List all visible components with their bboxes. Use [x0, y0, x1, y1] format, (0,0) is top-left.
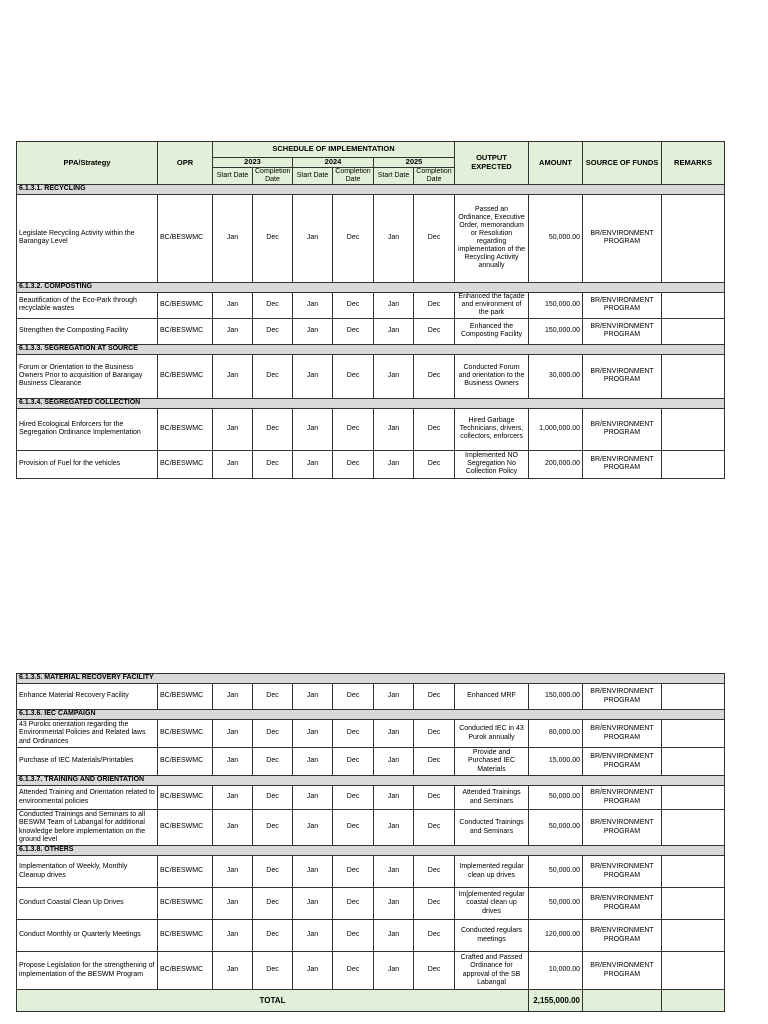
opr-cell: BC/BESWMC	[158, 856, 213, 888]
remarks-cell	[662, 786, 725, 810]
remarks-cell	[662, 952, 725, 990]
start-date-cell: Jan	[293, 450, 333, 478]
table-row	[17, 920, 725, 952]
ppa-cell: Conduct Coastal Clean Up Drives	[17, 888, 158, 920]
amount-cell: 80,000.00	[529, 720, 583, 748]
source-cell: BR/ENVIRONMENT PROGRAM	[583, 450, 662, 478]
completion-date-cell: Dec	[414, 786, 455, 810]
start-date-cell: Jan	[374, 920, 414, 952]
start-date-cell: Jan	[374, 888, 414, 920]
start-date-cell: Jan	[213, 450, 253, 478]
start-date-cell: Jan	[374, 786, 414, 810]
completion-date-cell: Dec	[253, 786, 293, 810]
completion-date-cell: Dec	[253, 810, 293, 846]
opr-cell: BC/BESWMC	[158, 408, 213, 450]
opr-cell: BC/BESWMC	[158, 810, 213, 846]
source-header: SOURCE OF FUNDS	[583, 142, 662, 185]
opr-cell: BC/BESWMC	[158, 684, 213, 710]
source-cell: BR/ENVIRONMENT PROGRAM	[583, 408, 662, 450]
start-date-cell: Jan	[293, 888, 333, 920]
opr-cell: BC/BESWMC	[158, 318, 213, 344]
section-title: 6.1.3.3. SEGREGATION AT SOURCE	[17, 344, 725, 354]
remarks-cell	[662, 748, 725, 776]
completion-date-cell: Dec	[253, 292, 293, 318]
start-date-cell: Jan	[213, 920, 253, 952]
section-row	[17, 674, 725, 684]
start-date-cell: Jan	[293, 194, 333, 282]
output-cell: Passed an Ordinance, Executive Order, memorandum or Resolution regarding implementation of the Recycling Activity annually	[455, 194, 529, 282]
start-date-cell: Jan	[293, 354, 333, 398]
start-date-cell: Jan	[293, 856, 333, 888]
completion-date-cell: Dec	[253, 318, 293, 344]
ppa-cell: Legislate Recycling Activity within the Barangay Level	[17, 194, 158, 282]
start-date-cell: Jan	[213, 888, 253, 920]
ppa-cell: Provision of Fuel for the vehicles	[17, 450, 158, 478]
completion-date-cell: Dec	[333, 748, 374, 776]
completion-date-cell: Dec	[333, 786, 374, 810]
section-title: 6.1.3.5. MATERIAL RECOVERY FACILITY	[17, 674, 725, 684]
table-row	[17, 292, 725, 318]
table-row	[17, 748, 725, 776]
start-date-cell: Jan	[293, 920, 333, 952]
completion-date-cell: Dec	[253, 856, 293, 888]
opr-cell: BC/BESWMC	[158, 292, 213, 318]
start-date-cell: Jan	[374, 194, 414, 282]
section-title: 6.1.3.2. COMPOSTING	[17, 282, 725, 292]
completion-date-cell: Dec	[414, 888, 455, 920]
remarks-cell	[662, 920, 725, 952]
completion-date-cell: Dec	[253, 952, 293, 990]
ppa-cell: Conduct Monthly or Quarterly Meetings	[17, 920, 158, 952]
start-date-cell: Jan	[374, 318, 414, 344]
output-cell: Provide and Purchased IEC Materials	[455, 748, 529, 776]
ppa-cell: Conducted Trainings and Seminars to all BESWM Team of Labangal for additional knowledge before implementation on the ground level	[17, 810, 158, 846]
total-label: TOTAL	[17, 990, 529, 1012]
remarks-cell	[662, 292, 725, 318]
completion-date-cell: Dec	[333, 292, 374, 318]
start-date-cell: Jan	[374, 450, 414, 478]
total-row	[17, 990, 725, 1012]
ppa-cell: 43 Puroks orientation regarding the Environmental Policies and Related laws and Ordinances	[17, 720, 158, 748]
table-row	[17, 450, 725, 478]
section-row	[17, 344, 725, 354]
completion-date-cell: Dec	[414, 194, 455, 282]
ppa-cell: Strengthen the Composting Facility	[17, 318, 158, 344]
completion-date-cell: Dec	[414, 720, 455, 748]
opr-cell: BC/BESWMC	[158, 952, 213, 990]
start-date-cell: Jan	[374, 354, 414, 398]
output-cell: Conducted regulars meetings	[455, 920, 529, 952]
start-date-cell: Jan	[374, 748, 414, 776]
start-date-cell: Jan	[293, 292, 333, 318]
table-row	[17, 318, 725, 344]
completion-date-cell: Dec	[253, 684, 293, 710]
completion-date-cell: Dec	[414, 318, 455, 344]
source-cell: BR/ENVIRONMENT PROGRAM	[583, 748, 662, 776]
completion-date-cell: Dec	[333, 720, 374, 748]
ppa-header: PPA/Strategy	[17, 142, 158, 185]
implementation-table-page-2	[16, 673, 725, 1012]
completion-date-cell: Dec	[253, 408, 293, 450]
output-cell: Conducted Forum and orientation to the Business Owners	[455, 354, 529, 398]
start-date-header: Start Date	[293, 167, 333, 184]
source-cell: BR/ENVIRONMENT PROGRAM	[583, 888, 662, 920]
section-row	[17, 398, 725, 408]
table-row	[17, 786, 725, 810]
remarks-cell	[662, 720, 725, 748]
source-cell: BR/ENVIRONMENT PROGRAM	[583, 354, 662, 398]
opr-cell: BC/BESWMC	[158, 786, 213, 810]
completion-date-cell: Dec	[253, 194, 293, 282]
start-date-cell: Jan	[213, 748, 253, 776]
output-cell: Hired Garbage Technicians, drivers, collectors, enforcers	[455, 408, 529, 450]
ppa-cell: Beautification of the Eco-Park through recyclable wastes	[17, 292, 158, 318]
total-remarks-cell	[662, 990, 725, 1012]
start-date-cell: Jan	[374, 292, 414, 318]
completion-date-cell: Dec	[414, 684, 455, 710]
start-date-cell: Jan	[213, 354, 253, 398]
start-date-cell: Jan	[213, 684, 253, 710]
start-date-cell: Jan	[293, 786, 333, 810]
opr-cell: BC/BESWMC	[158, 194, 213, 282]
start-date-cell: Jan	[213, 408, 253, 450]
completion-date-cell: Dec	[414, 952, 455, 990]
output-cell: Attended Trainings and Seminars	[455, 786, 529, 810]
start-date-cell: Jan	[213, 810, 253, 846]
start-date-cell: Jan	[374, 720, 414, 748]
completion-date-cell: Dec	[253, 920, 293, 952]
source-cell: BR/ENVIRONMENT PROGRAM	[583, 194, 662, 282]
start-date-cell: Jan	[374, 684, 414, 710]
start-date-cell: Jan	[213, 856, 253, 888]
amount-cell: 50,000.00	[529, 810, 583, 846]
section-title: 6.1.3.6. IEC CAMPAIGN	[17, 710, 725, 720]
amount-cell: 150,000.00	[529, 318, 583, 344]
start-date-cell: Jan	[374, 810, 414, 846]
amount-cell: 15,000.00	[529, 748, 583, 776]
start-date-cell: Jan	[213, 194, 253, 282]
opr-cell: BC/BESWMC	[158, 720, 213, 748]
source-cell: BR/ENVIRONMENT PROGRAM	[583, 810, 662, 846]
completion-date-cell: Dec	[253, 748, 293, 776]
remarks-cell	[662, 450, 725, 478]
start-date-cell: Jan	[293, 318, 333, 344]
section-row	[17, 282, 725, 292]
completion-date-cell: Dec	[253, 888, 293, 920]
start-date-cell: Jan	[293, 408, 333, 450]
completion-date-cell: Dec	[333, 684, 374, 710]
completion-date-cell: Dec	[414, 450, 455, 478]
output-cell: Implemented NO Segregation No Collection Policy	[455, 450, 529, 478]
year-header: 2024	[293, 158, 374, 168]
remarks-header: REMARKS	[662, 142, 725, 185]
implementation-table-page-1	[16, 141, 725, 479]
amount-cell: 150,000.00	[529, 684, 583, 710]
table-row	[17, 408, 725, 450]
output-header: OUTPUT EXPECTED	[455, 142, 529, 185]
year-header: 2023	[213, 158, 293, 168]
start-date-cell: Jan	[293, 810, 333, 846]
completion-date-cell: Dec	[253, 720, 293, 748]
start-date-cell: Jan	[374, 856, 414, 888]
section-title: 6.1.3.4. SEGREGATED COLLECTION	[17, 398, 725, 408]
section-row	[17, 710, 725, 720]
section-title: 6.1.3.8. OTHERS	[17, 846, 725, 856]
ppa-cell: Propose Legislation for the strengthening of implementation of the BESWM Program	[17, 952, 158, 990]
start-date-header: Start Date	[213, 167, 253, 184]
completion-date-cell: Dec	[333, 952, 374, 990]
amount-cell: 30,000.00	[529, 354, 583, 398]
table-row	[17, 194, 725, 282]
schedule-header: SCHEDULE OF IMPLEMENTATION	[213, 142, 455, 158]
output-cell: Implemented regular clean up drives	[455, 856, 529, 888]
completion-date-cell: Dec	[414, 408, 455, 450]
total-amount: 2,155,000.00	[529, 990, 583, 1012]
remarks-cell	[662, 684, 725, 710]
start-date-cell: Jan	[374, 952, 414, 990]
table-row	[17, 684, 725, 710]
year-header: 2025	[374, 158, 455, 168]
remarks-cell	[662, 408, 725, 450]
remarks-cell	[662, 318, 725, 344]
start-date-cell: Jan	[293, 684, 333, 710]
ppa-cell: Forum or Orientation to the Business Owners Prior to acquisition of Barangay Business Clearance	[17, 354, 158, 398]
completion-date-cell: Dec	[414, 354, 455, 398]
start-date-cell: Jan	[293, 748, 333, 776]
ppa-cell: Purchase of IEC Materials/Printables	[17, 748, 158, 776]
completion-date-cell: Dec	[333, 856, 374, 888]
amount-cell: 50,000.00	[529, 194, 583, 282]
total-source-cell	[583, 990, 662, 1012]
remarks-cell	[662, 888, 725, 920]
section-row	[17, 184, 725, 194]
source-cell: BR/ENVIRONMENT PROGRAM	[583, 856, 662, 888]
start-date-header: Start Date	[374, 167, 414, 184]
completion-date-cell: Dec	[414, 810, 455, 846]
table-row	[17, 856, 725, 888]
output-cell: Conducted IEC in 43 Purok annually	[455, 720, 529, 748]
start-date-cell: Jan	[213, 786, 253, 810]
completion-date-cell: Dec	[333, 318, 374, 344]
section-row	[17, 776, 725, 786]
output-cell: Im[plemented regular coastal clean up drives	[455, 888, 529, 920]
completion-date-cell: Dec	[333, 408, 374, 450]
completion-date-cell: Dec	[333, 920, 374, 952]
completion-date-cell: Dec	[333, 450, 374, 478]
completion-date-header: Completion Date	[414, 167, 455, 184]
amount-cell: 200,000.00	[529, 450, 583, 478]
completion-date-cell: Dec	[333, 888, 374, 920]
remarks-cell	[662, 856, 725, 888]
section-title: 6.1.3.1. RECYCLING	[17, 184, 725, 194]
opr-cell: BC/BESWMC	[158, 450, 213, 478]
ppa-cell: Hired Ecological Enforcers for the Segregation Ordinance Implementation	[17, 408, 158, 450]
source-cell: BR/ENVIRONMENT PROGRAM	[583, 786, 662, 810]
source-cell: BR/ENVIRONMENT PROGRAM	[583, 318, 662, 344]
start-date-cell: Jan	[213, 318, 253, 344]
amount-cell: 150,000.00	[529, 292, 583, 318]
completion-date-header: Completion Date	[333, 167, 374, 184]
amount-header: AMOUNT	[529, 142, 583, 185]
table-row	[17, 888, 725, 920]
completion-date-cell: Dec	[414, 920, 455, 952]
opr-header: OPR	[158, 142, 213, 185]
output-cell: Crafted and Passed Ordinance for approval of the SB Labangal	[455, 952, 529, 990]
amount-cell: 50,000.00	[529, 786, 583, 810]
source-cell: BR/ENVIRONMENT PROGRAM	[583, 920, 662, 952]
table-row	[17, 354, 725, 398]
remarks-cell	[662, 194, 725, 282]
completion-date-cell: Dec	[333, 194, 374, 282]
opr-cell: BC/BESWMC	[158, 748, 213, 776]
ppa-cell: Implementation of Weekly, Monthly Cleanup drives	[17, 856, 158, 888]
completion-date-cell: Dec	[253, 354, 293, 398]
section-row	[17, 846, 725, 856]
amount-cell: 120,000.00	[529, 920, 583, 952]
table-row	[17, 810, 725, 846]
source-cell: BR/ENVIRONMENT PROGRAM	[583, 720, 662, 748]
table-row	[17, 952, 725, 990]
remarks-cell	[662, 810, 725, 846]
completion-date-cell: Dec	[333, 810, 374, 846]
amount-cell: 10,000.00	[529, 952, 583, 990]
ppa-cell: Attended Training and Orientation related to environmental policies	[17, 786, 158, 810]
start-date-cell: Jan	[213, 952, 253, 990]
completion-date-header: Completion Date	[253, 167, 293, 184]
output-cell: Enhanced MRF	[455, 684, 529, 710]
ppa-cell: Enhance Material Recovery Facility	[17, 684, 158, 710]
table-row	[17, 720, 725, 748]
start-date-cell: Jan	[293, 720, 333, 748]
output-cell: Conducted Trainings and Seminars	[455, 810, 529, 846]
output-cell: Enhanced the Composting Facility	[455, 318, 529, 344]
opr-cell: BC/BESWMC	[158, 888, 213, 920]
source-cell: BR/ENVIRONMENT PROGRAM	[583, 292, 662, 318]
completion-date-cell: Dec	[414, 292, 455, 318]
opr-cell: BC/BESWMC	[158, 920, 213, 952]
source-cell: BR/ENVIRONMENT PROGRAM	[583, 684, 662, 710]
completion-date-cell: Dec	[414, 856, 455, 888]
start-date-cell: Jan	[213, 292, 253, 318]
source-cell: BR/ENVIRONMENT PROGRAM	[583, 952, 662, 990]
amount-cell: 50,000.00	[529, 888, 583, 920]
start-date-cell: Jan	[374, 408, 414, 450]
start-date-cell: Jan	[293, 952, 333, 990]
completion-date-cell: Dec	[253, 450, 293, 478]
section-title: 6.1.3.7. TRAINING AND ORIENTATION	[17, 776, 725, 786]
output-cell: Enhanced the façade and environment of the park	[455, 292, 529, 318]
amount-cell: 50,000.00	[529, 856, 583, 888]
completion-date-cell: Dec	[414, 748, 455, 776]
start-date-cell: Jan	[213, 720, 253, 748]
remarks-cell	[662, 354, 725, 398]
completion-date-cell: Dec	[333, 354, 374, 398]
amount-cell: 1,000,000.00	[529, 408, 583, 450]
opr-cell: BC/BESWMC	[158, 354, 213, 398]
